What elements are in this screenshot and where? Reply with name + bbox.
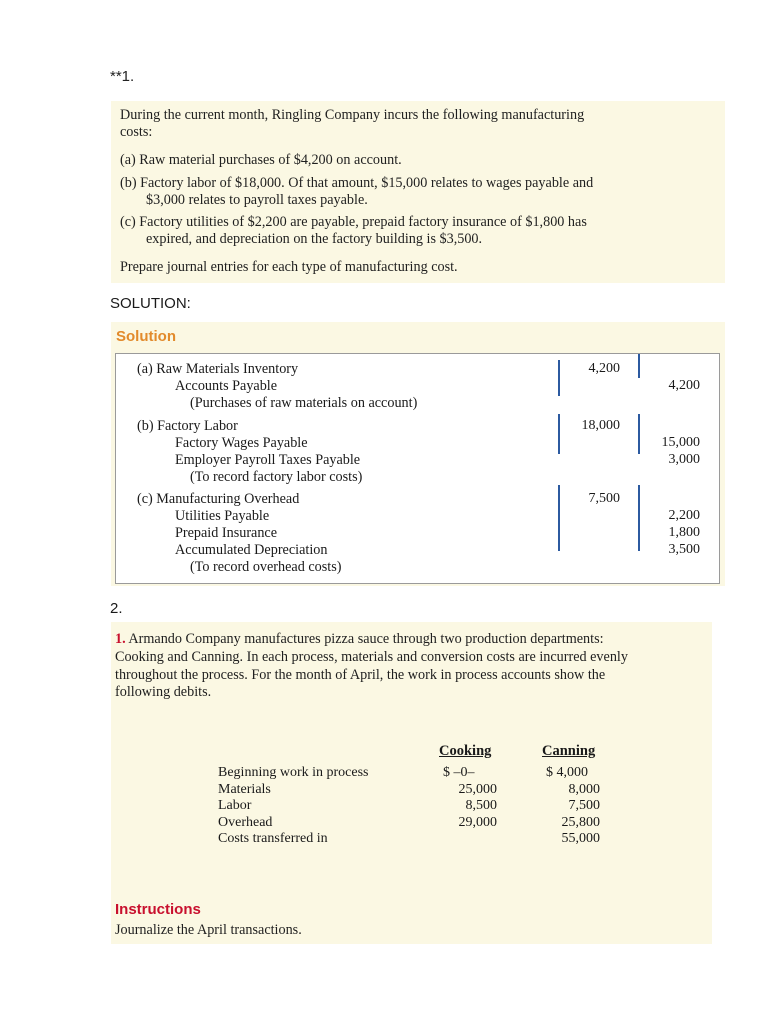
entry-b-credit-amount-1: 15,000 xyxy=(661,435,700,450)
row-label: Labor xyxy=(218,798,252,813)
problem-2-box xyxy=(111,622,712,944)
cooking-value: $ –0– xyxy=(443,765,475,780)
problem-number: **1. xyxy=(110,68,135,85)
row-label: Costs transferred in xyxy=(218,831,328,846)
column-header-cooking: Cooking xyxy=(439,743,492,759)
cooking-value: 8,500 xyxy=(465,798,497,813)
intro-line-2: costs: xyxy=(120,124,153,140)
entry-a-debit-amount: 4,200 xyxy=(588,361,620,376)
solution-box xyxy=(111,322,725,586)
credit-column-rule xyxy=(638,414,640,454)
debit-column-rule xyxy=(558,414,560,454)
problem-2-line-3: throughout the process. For the month of April, the work in process accounts show the xyxy=(115,667,606,683)
entry-c-credit-amount-3: 3,500 xyxy=(668,542,700,557)
problem-2-line-2: Cooking and Canning. In each process, materials and conversion costs are incurred evenly xyxy=(115,649,628,665)
canning-value: 25,800 xyxy=(561,814,600,830)
entry-c-credit-amount-2: 1,800 xyxy=(668,525,700,540)
row-label: Materials xyxy=(218,781,271,797)
canning-value: 55,000 xyxy=(561,831,600,846)
problem-2-line-4: following debits. xyxy=(115,684,212,700)
canning-value: $ 4,000 xyxy=(546,765,588,780)
item-c-line-2: expired, and depreciation on the factory building is $3,500. xyxy=(146,231,483,247)
entry-c-memo: (To record overhead costs) xyxy=(190,559,342,575)
cooking-value: 25,000 xyxy=(458,781,497,797)
entry-a-debit-account: (a) Raw Materials Inventory xyxy=(137,361,299,377)
entry-c-credit-amount-1: 2,200 xyxy=(668,508,700,523)
row-label: Beginning work in process xyxy=(218,765,369,780)
credit-column-rule xyxy=(638,485,640,551)
solution-label: SOLUTION: xyxy=(110,295,191,312)
cooking-value: 29,000 xyxy=(458,814,497,830)
item-b-line-1: (b) Factory labor of $18,000. Of that amount, $15,000 relates to wages payable and xyxy=(120,175,594,191)
entry-c-debit-amount: 7,500 xyxy=(588,491,620,506)
canning-column xyxy=(546,765,600,848)
problem-2-label: 1. xyxy=(115,631,126,647)
row-label: Overhead xyxy=(218,814,273,830)
entry-b-memo: (To record factory labor costs) xyxy=(190,469,363,485)
problem-2-line-1 xyxy=(115,631,604,649)
entry-b-credit-account-2: Employer Payroll Taxes Payable xyxy=(175,452,361,468)
cooking-value xyxy=(443,831,497,848)
entry-b-credit-amount-2: 3,000 xyxy=(668,452,700,467)
entry-c-credit-account-3: Accumulated Depreciation xyxy=(175,542,328,558)
entry-c-credit-account-1: Utilities Payable xyxy=(175,508,270,524)
problem-instruction: Prepare journal entries for each type of manufacturing cost. xyxy=(120,259,458,275)
canning-value: 7,500 xyxy=(568,798,600,813)
problem-2-line-1-text: Armando Company manufactures pizza sauce through two production departments: xyxy=(128,631,604,647)
entry-c-credit-account-2: Prepaid Insurance xyxy=(175,525,278,541)
entry-a-credit-amount: 4,200 xyxy=(668,378,700,393)
item-c-line-1: (c) Factory utilities of $2,200 are payable, prepaid factory insurance of $1,800 has xyxy=(120,214,587,230)
entry-b-credit-account-1: Factory Wages Payable xyxy=(175,435,308,451)
entry-b-debit-amount: 18,000 xyxy=(581,418,620,433)
solution-heading: Solution xyxy=(116,328,176,345)
intro-line-1: During the current month, Ringling Company incurs the following manufacturing xyxy=(120,107,585,123)
problem-2-number: 2. xyxy=(110,600,123,617)
instructions-heading: Instructions xyxy=(115,901,201,918)
canning-value: 8,000 xyxy=(568,781,600,797)
credit-column-rule xyxy=(638,354,640,378)
item-a: (a) Raw material purchases of $4,200 on account. xyxy=(120,152,402,168)
debit-column-rule xyxy=(558,360,560,396)
cooking-column xyxy=(443,765,497,848)
entry-a-credit-account: Accounts Payable xyxy=(175,378,278,394)
problem-1-box xyxy=(111,101,725,283)
entry-b-debit-account: (b) Factory Labor xyxy=(137,418,238,434)
instructions-text: Journalize the April transactions. xyxy=(115,922,302,938)
item-b-line-2: $3,000 relates to payroll taxes payable. xyxy=(146,192,368,208)
entry-a-memo: (Purchases of raw materials on account) xyxy=(190,395,418,411)
column-header-canning: Canning xyxy=(542,743,596,759)
debit-column-rule xyxy=(558,485,560,551)
entry-c-debit-account: (c) Manufacturing Overhead xyxy=(137,491,300,507)
journal-entries xyxy=(115,353,720,584)
table-row xyxy=(218,765,368,848)
